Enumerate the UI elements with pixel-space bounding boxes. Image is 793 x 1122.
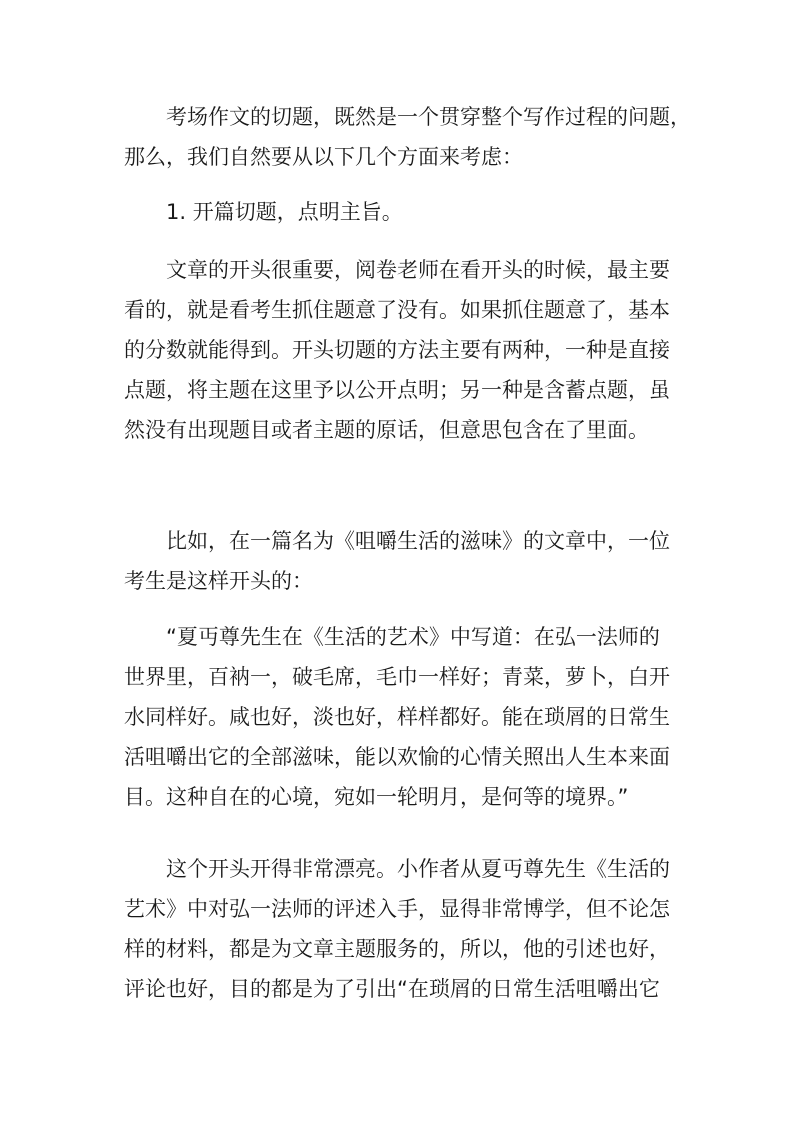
text-line: 考生是这样开头的：	[124, 569, 313, 593]
text-line: 样的材料，都是为文章主题服务的，所以，他的引述也好，	[124, 937, 670, 961]
paragraph-example	[124, 521, 680, 601]
paragraph-intro	[124, 97, 691, 177]
text-line: 这个开头开得非常漂亮。小作者从夏丏尊先生《生活的	[166, 857, 670, 881]
text-line: 目。这种自在的心境，宛如一轮明月，是何等的境界。”	[124, 785, 629, 809]
text-line: 考场作文的切题，既然是一个贯穿整个写作过程的问题，	[166, 105, 691, 129]
paragraph-opening	[124, 250, 680, 450]
text-line: 看的，就是看考生抓住题意了没有。如果抓住题意了，基本	[124, 298, 670, 322]
text-line: 点题，将主题在这里予以公开点明；另一种是含蓄点题，虽	[124, 378, 670, 402]
text-line: 文章的开头很重要，阅卷老师在看开头的时候，最主要	[166, 258, 670, 282]
paragraph-quote	[124, 617, 680, 817]
text-line: “夏丏尊先生在《生活的艺术》中写道：在弘一法师的	[166, 625, 660, 649]
text-line: 评论也好，目的都是为了引出“在琐屑的日常生活咀嚼出它	[124, 977, 660, 1001]
text-line: 的分数就能得到。开头切题的方法主要有两种，一种是直接	[124, 338, 670, 362]
text-line: 然没有出现题目或者主题的原话，但意思包含在了里面。	[124, 418, 649, 442]
text-line: 那么，我们自然要从以下几个方面来考虑：	[124, 145, 523, 169]
text-line: 水同样好。咸也好，淡也好，样样都好。能在琐屑的日常生	[124, 705, 670, 729]
text-line: 活咀嚼出它的全部滋味，能以欢愉的心情关照出人生本来面	[124, 745, 670, 769]
text-line: 世界里，百衲一，破毛席，毛巾一样好；青菜，萝卜，白开	[124, 665, 670, 689]
paragraph-analysis	[124, 849, 680, 1009]
text-line: 比如，在一篇名为《咀嚼生活的滋味》的文章中，一位	[166, 529, 670, 553]
section-heading	[124, 192, 680, 232]
text-line: 艺术》中对弘一法师的评述入手，显得非常博学，但不论怎	[124, 897, 670, 921]
text-line: 1. 开篇切题，点明主旨。	[166, 200, 403, 224]
